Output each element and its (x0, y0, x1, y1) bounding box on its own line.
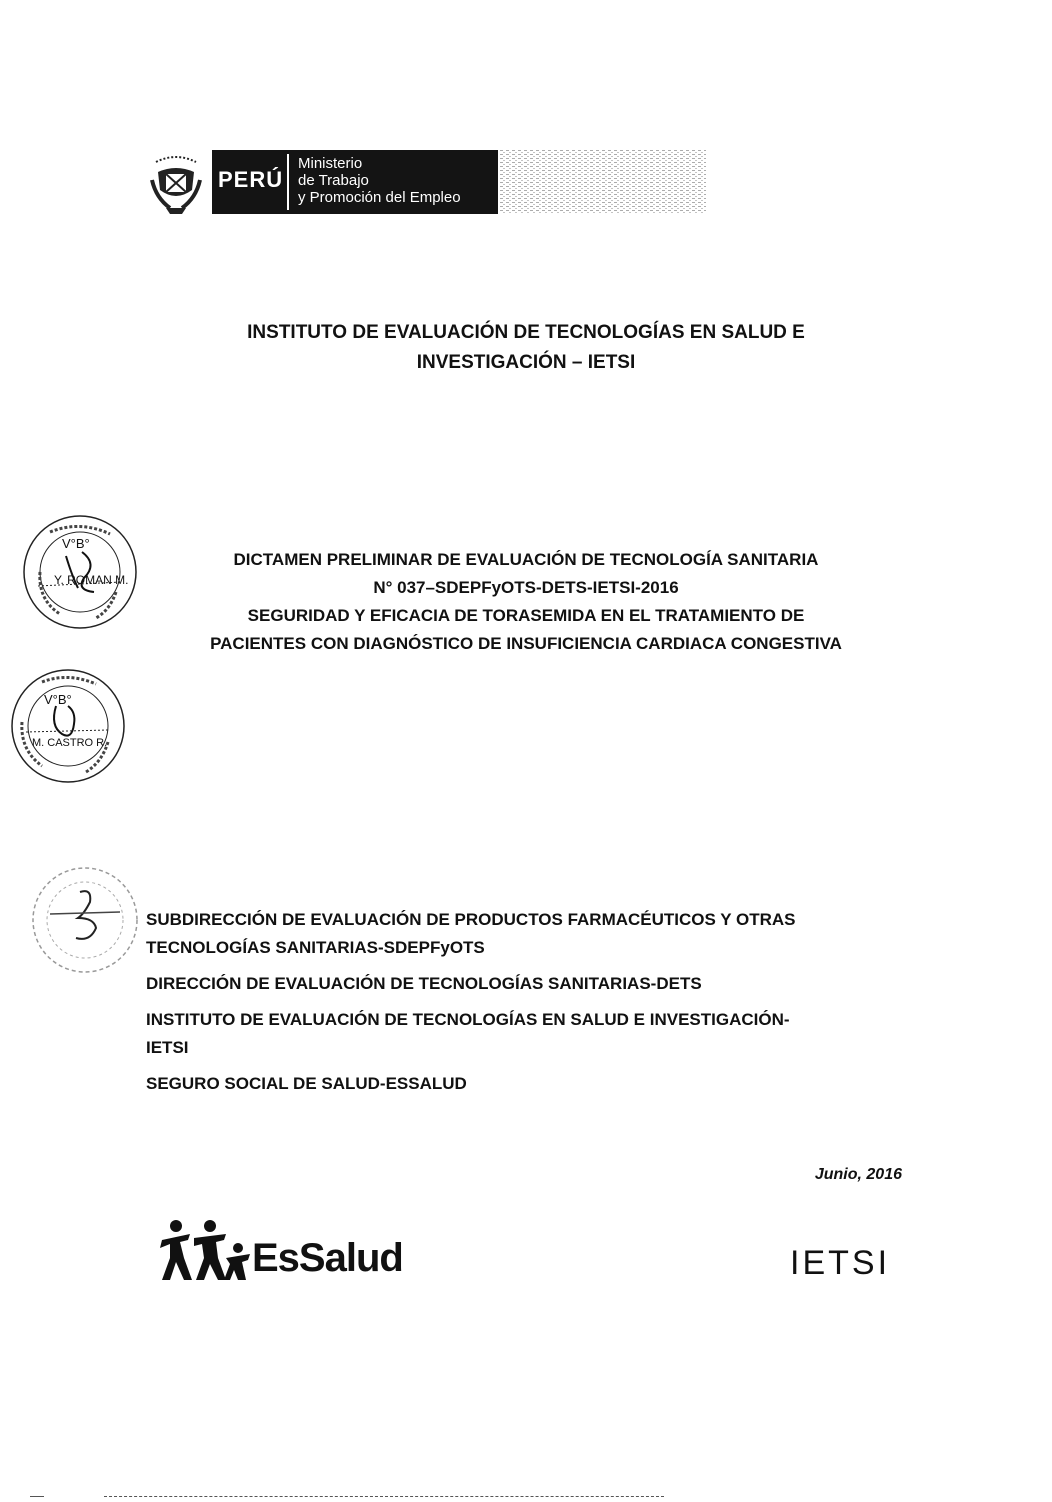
authoring-units (146, 906, 926, 1106)
unit-line: DIRECCIÓN DE EVALUACIÓN DE TECNOLOGÍAS SANITARIAS-DETS (146, 974, 702, 993)
scan-noise-area (500, 150, 706, 214)
ietsi-logo: IETSI (790, 1244, 891, 1282)
stamp-signatory-name: M. CASTRO R. (32, 737, 108, 749)
ministry-line: Ministerio (298, 155, 363, 172)
dictamen-line: N° 037–SDEPFyOTS-DETS-IETSI-2016 (373, 578, 679, 597)
ministry-line: y Promoción del Empleo (298, 189, 461, 206)
unit-entry (146, 1070, 926, 1098)
unit-entry (146, 970, 926, 998)
stamp-signatory-name: Y. ROMAN M. (54, 573, 129, 587)
document-date: Junio, 2016 (814, 1166, 902, 1183)
unit-line: IETSI (146, 1038, 189, 1057)
dictamen-line: PACIENTES CON DIAGNÓSTICO DE INSUFICIENCIA CARDIACA CONGESTIVA (210, 634, 842, 653)
dictamen-line: DICTAMEN PRELIMINAR DE EVALUACIÓN DE TECNOLOGÍA SANITARIA (233, 550, 819, 569)
scan-artifact-line (30, 1496, 44, 1497)
title-line: INSTITUTO DE EVALUACIÓN DE TECNOLOGÍAS EN SALUD E (247, 322, 805, 343)
dictamen-title (100, 546, 952, 658)
unit-line: SUBDIRECCIÓN DE EVALUACIÓN DE PRODUCTOS FARMACÉUTICOS Y OTRAS (146, 910, 796, 929)
essalud-family-icon (158, 1218, 254, 1284)
title-line: INVESTIGACIÓN – IETSI (416, 352, 636, 373)
unit-entry (146, 1006, 926, 1062)
unit-line: INSTITUTO DE EVALUACIÓN DE TECNOLOGÍAS EN SALUD E INVESTIGACIÓN- (146, 1010, 790, 1029)
peru-crest-icon (148, 150, 204, 216)
ministry-line: de Trabajo (298, 172, 369, 189)
country-label: PERÚ (218, 167, 284, 192)
dictamen-line: SEGURIDAD Y EFICACIA DE TORASEMIDA EN EL TRATAMIENTO DE (247, 606, 805, 625)
stamp-vb-label: V°B° (44, 692, 72, 707)
ministry-name (298, 155, 461, 206)
faint-stamp (30, 862, 140, 978)
banner-divider (287, 154, 289, 210)
stamp-vb-label: V°B° (62, 536, 90, 551)
unit-line: TECNOLOGÍAS SANITARIAS-SDEPFyOTS (146, 938, 485, 957)
unit-entry (146, 906, 926, 962)
institute-title (100, 318, 952, 378)
approval-stamp (8, 666, 128, 786)
unit-line: SEGURO SOCIAL DE SALUD-ESSALUD (146, 1074, 467, 1093)
essalud-logo: EsSalud (252, 1236, 403, 1280)
scan-artifact-line (104, 1496, 664, 1497)
